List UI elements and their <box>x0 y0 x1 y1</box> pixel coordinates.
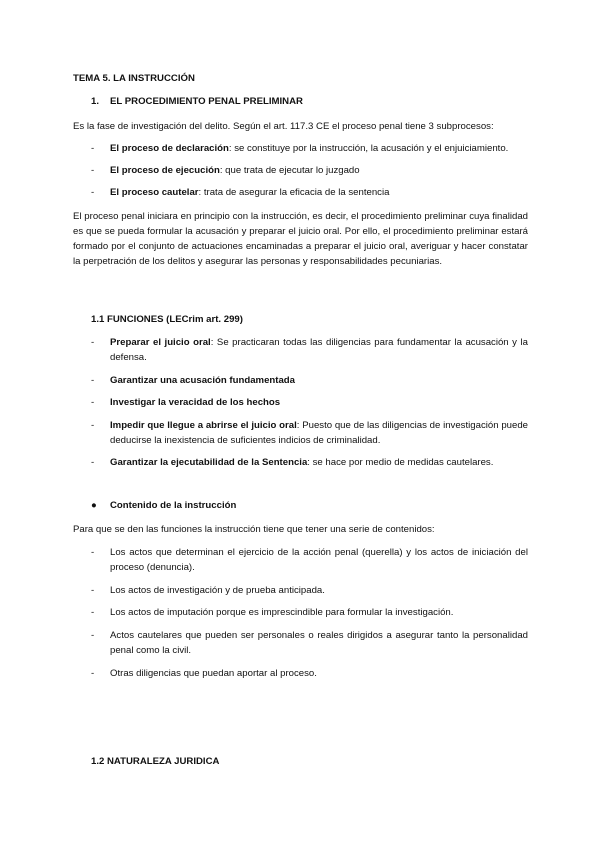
dash-marker: - <box>91 375 95 386</box>
item-bold: Preparar el juicio oral <box>110 337 211 348</box>
item-bold: El proceso cautelar <box>110 187 199 198</box>
dash-marker: - <box>91 143 95 154</box>
contenido-heading: Contenido de la instrucción <box>110 500 237 511</box>
list-item <box>91 335 528 365</box>
section-heading: EL PROCEDIMIENTO PENAL PRELIMINAR <box>110 96 303 107</box>
list-item <box>91 141 528 156</box>
item-text: : trata de asegurar la eficacia de la sentencia <box>198 187 390 198</box>
list-item <box>91 185 528 200</box>
list-item <box>91 583 528 598</box>
list-item <box>91 605 528 620</box>
list-item <box>91 418 528 448</box>
item-bold: Investigar la veracidad de los hechos <box>110 397 281 408</box>
dash-marker: - <box>91 607 95 618</box>
dash-marker: - <box>91 668 95 679</box>
item-text: Los actos que determinan el ejercicio de la acción penal (querella) y los actos de iniciación del proceso (denuncia). <box>110 547 528 573</box>
item-text: Los actos de investigación y de prueba anticipada. <box>110 585 325 596</box>
dash-marker: - <box>91 630 95 641</box>
item-text: : se hace por medio de medidas cautelares. <box>307 457 494 468</box>
list-item <box>91 373 528 388</box>
funciones-heading: 1.1 FUNCIONES (LECrim art. 299) <box>91 314 243 325</box>
document-title: TEMA 5. LA INSTRUCCIÓN <box>73 73 195 84</box>
dash-marker: - <box>91 420 95 431</box>
item-text: : que trata de ejecutar lo juzgado <box>219 165 360 176</box>
list-item <box>91 163 528 178</box>
item-text: : Se practicaran todas las diligencias para fundamentar la acusación y la defensa. <box>110 337 528 363</box>
list-item <box>91 455 528 470</box>
contenido-intro: Para que se den las funciones la instrucción tiene que tener una serie de contenidos: <box>73 524 435 535</box>
list-item <box>91 395 528 410</box>
dash-marker: - <box>91 547 95 558</box>
item-bold: El proceso de declaración <box>110 143 229 154</box>
item-text: : Puesto que de las diligencias de investigación puede deducirse la inexistencia de suficientes indicios de criminalidad. <box>110 420 528 446</box>
item-bold: El proceso de ejecución <box>110 165 220 176</box>
dash-marker: - <box>91 457 95 468</box>
item-text: Otras diligencias que puedan aportar al proceso. <box>110 668 317 679</box>
item-text: : se constituye por la instrucción, la acusación y el enjuiciamiento. <box>228 143 509 154</box>
item-text: Los actos de imputación porque es imprescindible para formular la investigación. <box>110 607 454 618</box>
bullet-dot-icon: ● <box>91 500 97 511</box>
dash-marker: - <box>91 397 95 408</box>
list-item <box>91 545 528 575</box>
dash-marker: - <box>91 337 95 348</box>
item-bold: Garantizar la ejecutabilidad de la Sentencia <box>110 457 308 468</box>
item-bold: Garantizar una acusación fundamentada <box>110 375 295 386</box>
dash-marker: - <box>91 585 95 596</box>
dash-marker: - <box>91 165 95 176</box>
section-intro: Es la fase de investigación del delito. Según el art. 117.3 CE el proceso penal tiene 3 subprocesos: <box>73 121 494 132</box>
section-number: 1. <box>91 96 100 107</box>
naturaleza-heading: 1.2 NATURALEZA JURIDICA <box>91 756 220 767</box>
item-text: Actos cautelares que pueden ser personales o reales dirigidos a asegurar tanto la personalidad penal como la civil. <box>110 630 528 656</box>
section-paragraph: El proceso penal iniciara en principio con la instrucción, es decir, el procedimiento preliminar cuya finalidad es que se pueda formular la acusación y preparar el juicio oral. Por ello, el procedimiento preliminar estará formado por el conjunto de actuaciones encaminadas a preparar el juicio oral, averiguar y hacer constatar la perpetración de los delitos y asegurar las personas y responsabilidades pecuniarias. <box>73 211 528 267</box>
list-item <box>91 628 528 658</box>
list-item <box>91 666 528 681</box>
item-bold: Impedir que llegue a abrirse el juicio oral <box>110 420 297 431</box>
dash-marker: - <box>91 187 95 198</box>
